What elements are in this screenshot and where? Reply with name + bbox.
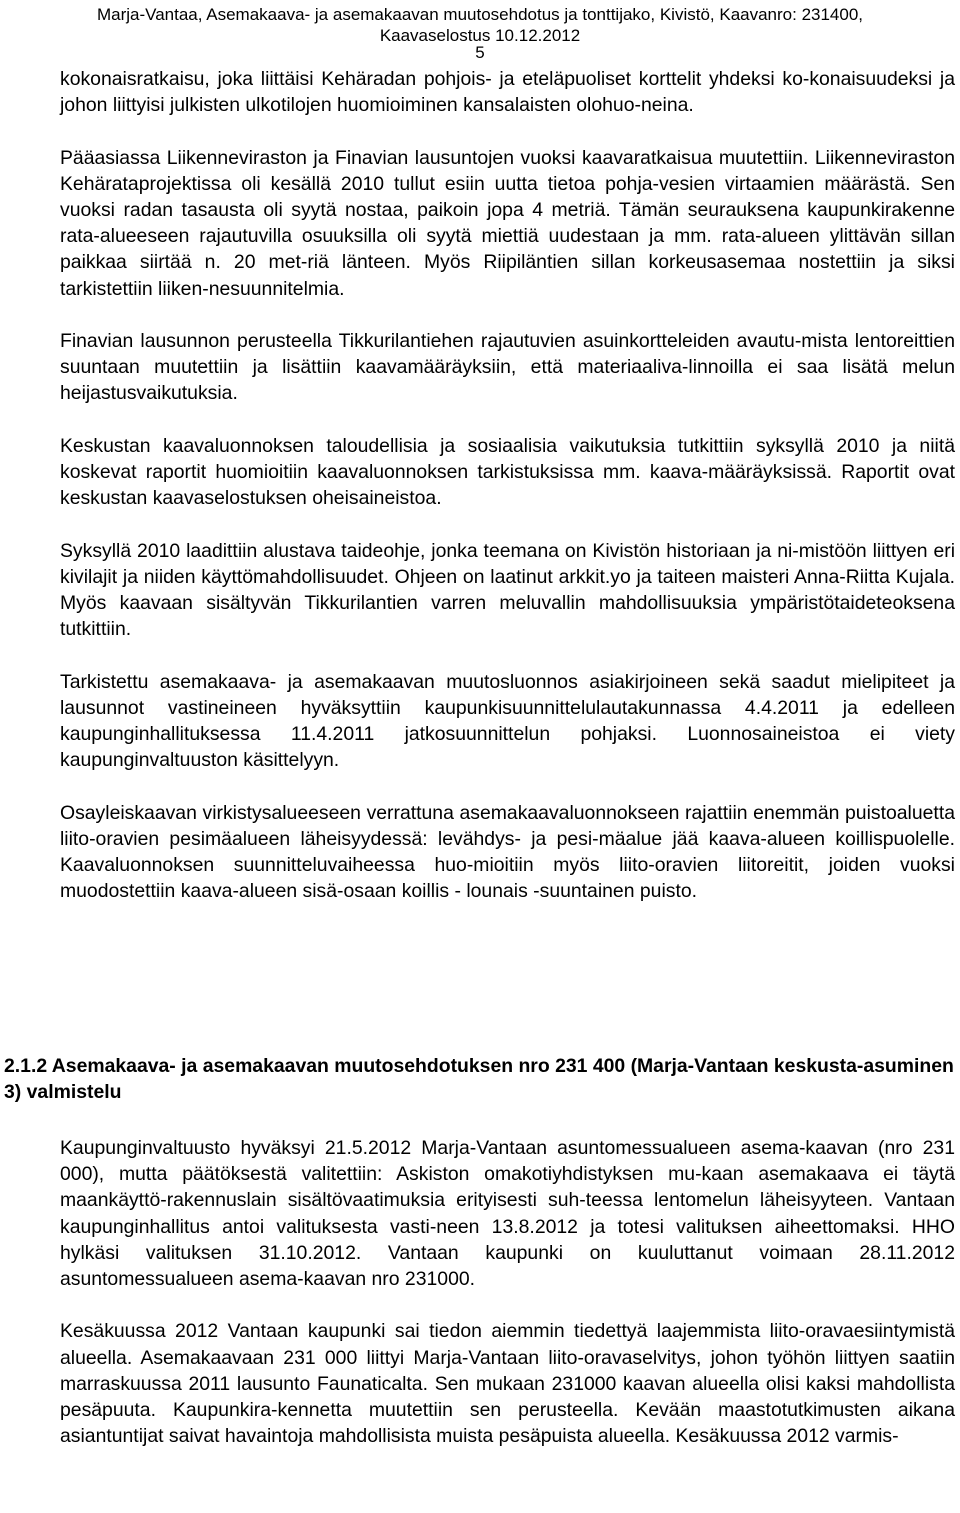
- body-text: [60, 66, 955, 931]
- paragraph: Keskustan kaavaluonnoksen taloudellisia ja sosiaalisia vaikutuksia tutkittiin syksyllä 2010 ja niitä koskevat raportit huomioitiin kaavaluonnoksen tarkistuksissa mm. kaava-määräyksissä. Raportit ovat keskustan kaavaselostuksen oheisaineistoa.: [60, 434, 955, 510]
- header-title: Marja-Vantaa, Asemakaava- ja asemakaavan muutosehdotus ja tonttijako, Kivistö, Kaavanro: 231400,: [96, 5, 864, 24]
- paragraph: Tarkistettu asemakaava- ja asemakaavan muutosluonnos asiakirjoineen sekä saadut mielipiteet ja lausunnot vastineineen hyväksyttiin kaupunkisuunnittelulautakunnassa 4.4.2011 ja edelleen kaupunginhallituksessa 11.4.2011 jatkosuunnittelun pohjaksi. Luonnosaineistoa ei viety kaupunginvaltuuston käsittelyyn.: [60, 670, 955, 772]
- paragraph: Kaupunginvaltuusto hyväksyi 21.5.2012 Marja-Vantaan asuntomessualueen asema-kaavan (nro 231 000), mutta päätöksestä valitettiin: Askiston omakotiyhdistyksen mu-kaan asemakaava ei täytä maankäyttö-rakennuslain sisältövaatimuksia erityisesti suh-teessa lentomelun läheisyyteen. Vantaan kaupunginhallitus antoi valituksesta vasti-neen 13.8.2012 ja totesi valituksen aiheettomaksi. HHO hylkäsi valituksen 31.10.2012. Vantaan kaupunki on kuuluttanut voimaan 28.11.2012 asuntomessualueen asema-kaavan nro 231000.: [60, 1137, 955, 1291]
- paragraph: Kesäkuussa 2012 Vantaan kaupunki sai tiedon aiemmin tiedettyä laajemmista liito-oravaesiintymistä alueella. Asemakaavaan 231 000 liittyi Marja-Vantaan liito-oravaselvitys, johon työhön liittyen saatiin marraskuussa 2011 lausunto Faunaticalta. Sen mukaan 231000 kaavan alueella olisi kaksi mahdollista pesäpuuta. Kaupunkira-kennetta muutettiin sen perusteella. Kevään maastotutkimusten aikana asiantuntijat saivat havaintoja mahdollisista muista pesäpuista alueella. Kesäkuussa 2012 varmis-: [60, 1320, 955, 1448]
- paragraph: Finavian lausunnon perusteella Tikkurilantiehen rajautuvien asuinkortteleiden avautu-mista lentoreittien suuntaan muutettiin ja lisättiin kaavamääräyksiin, että materiaaliva-linnoilla ei saa lisätä melun heijastusvaikutuksia.: [60, 330, 955, 405]
- paragraph: Osayleiskaavan virkistysalueeseen verrattuna asemakaavaluonnokseen rajattiin enemmän puistoaluetta liito-oravien pesimäalueen läheisyydessä: levähdys- ja pesi-mäalue jää kaava-alueen koillispuolelle. Kaavaluonnoksen suunnitteluvaiheessa huo-mioitiin myös liito-oravien liitoreitit, joiden vuoksi muodostettiin kaava-alueen sisä-osaan koillis - lounais -suuntainen puisto.: [60, 801, 955, 903]
- header-subtitle: Kaavaselostus 10.12.2012: [379, 26, 581, 45]
- paragraph: Pääasiassa Liikenneviraston ja Finavian lausuntojen vuoksi kaavaratkaisua muutettiin. Liikenneviraston Kehärataprojektissa oli kesällä 2010 tullut esiin uutta tietoa pohja-vesien virtaamien määrästä. Sen vuoksi radan tasausta oli syytä nostaa, paikoin jopa 4 metriä. Tämän seurauksena kaupunkirakenne rata-alueeseen rajautuvilla osuuksilla oli syytä miettiä uudestaan ja mm. rata-alueen ylittävän sillan paikkaa siirtää n. 20 met-riä länteen. Myös Riipiläntien sillan korkeusasemaa nostettiin ja siksi tarkistettiin liiken-nesuunnitelmia.: [60, 146, 955, 300]
- section-body: [60, 1135, 955, 1476]
- paragraph: kokonaisratkaisu, joka liittäisi Kehäradan pohjois- ja eteläpuoliset korttelit yhdeksi ko-konaisuudeksi ja johon liittyisi julkisten ulkotilojen huomioiminen kansalaisten olohuo-neina.: [60, 68, 955, 117]
- page-number: 5: [475, 43, 485, 62]
- page-header: [0, 4, 960, 46]
- section-heading: 2.1.2 Asemakaava- ja asemakaavan muutosehdotuksen nro 231 400 (Marja-Vantaan keskusta-asuminen 3) valmistelu: [4, 1055, 954, 1103]
- paragraph: Syksyllä 2010 laadittiin alustava taideohje, jonka teemana on Kivistön historiaan ja ni-mistöön liittyen eri kivilajit ja niiden käyttömahdollisuudet. Ohjeen on laatinut arkkit.yo ja taiteen maisteri Anna-Riitta Kujala. Myös kaavaan sisältyvän Tikkurilantien varren meluvallin mahdollisuuksia ympäristötaideteoksena tutkittiin.: [60, 539, 955, 641]
